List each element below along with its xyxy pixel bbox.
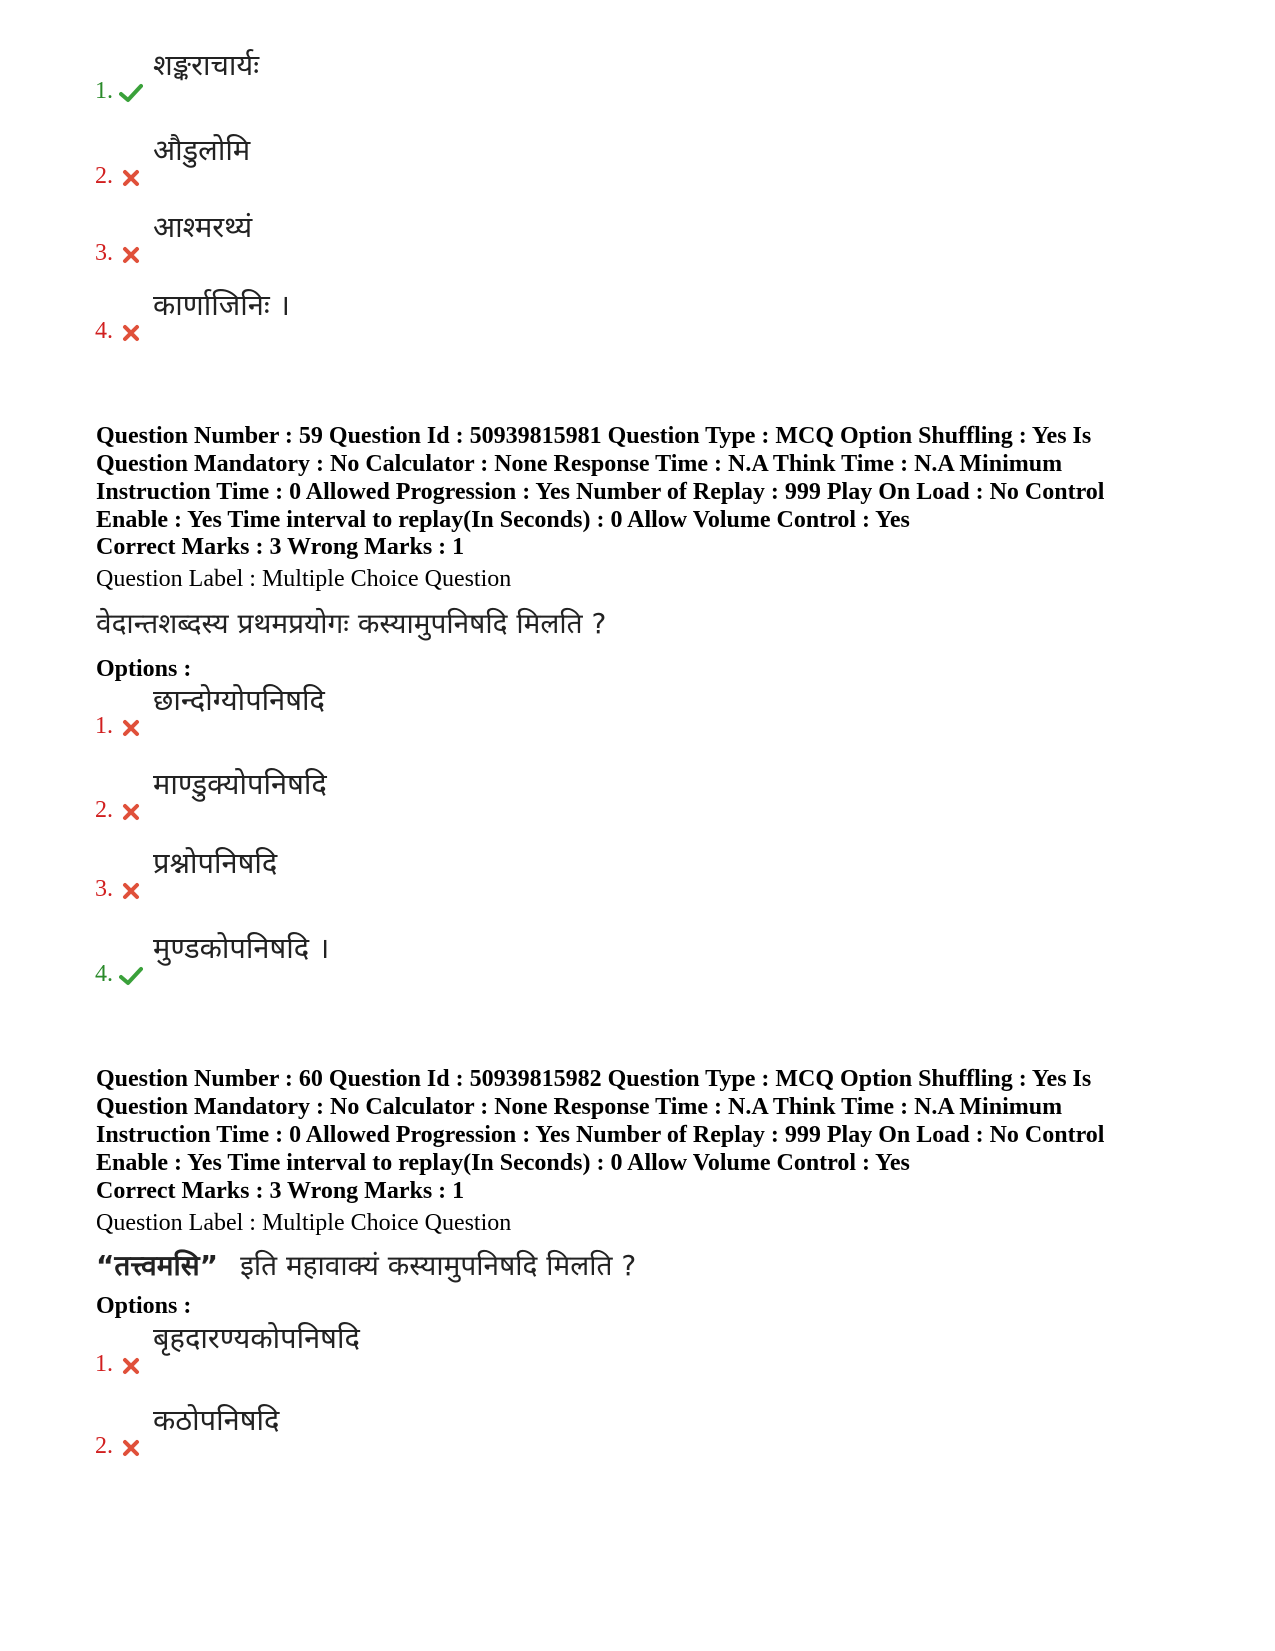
question-60-label: Question Label : Multiple Choice Question	[96, 1210, 512, 1236]
option-number: 2.	[95, 163, 113, 189]
q59-option-1	[95, 680, 795, 740]
option-text: माण्डुक्योपनिषदि	[153, 767, 327, 801]
prev-option-3	[95, 207, 795, 267]
prev-option-4	[95, 285, 795, 345]
question-59-options-title: Options :	[96, 656, 192, 682]
q59-option-3	[95, 843, 795, 903]
option-number: 1.	[95, 713, 113, 739]
q59-option-2	[95, 764, 795, 824]
question-59-meta: Question Number : 59 Question Id : 50939815981 Question Type : MCQ Option Shuffling : Yes Is Question Mandatory : No Calculator : None Response Time : N.A Think Time : N.A Minimum Instruction Time : 0 Allowed Progression : Yes Number of Replay : 999 Play On Load : No Control Enable : Yes Time interval to replay(In Seconds) : 0 Allow Volume Control : Yes	[96, 423, 1105, 533]
option-number: 1.	[95, 1351, 113, 1377]
q59-option-4	[95, 928, 795, 988]
prev-option-1	[95, 45, 795, 105]
option-number: 3.	[95, 240, 113, 266]
question-59-marks: Correct Marks : 3 Wrong Marks : 1	[96, 534, 465, 560]
option-text: आश्मरथ्यं	[153, 210, 253, 244]
option-text: कार्णाजिनिः ।	[153, 288, 290, 322]
option-number: 2.	[95, 1433, 113, 1459]
option-number: 4.	[95, 961, 113, 987]
option-text: बृहदारण्यकोपनिषदि	[153, 1321, 360, 1355]
q60-option-1	[95, 1318, 795, 1378]
cross-icon	[119, 245, 143, 265]
question-59-label: Question Label : Multiple Choice Question	[96, 566, 512, 592]
cross-icon	[119, 168, 143, 188]
question-60-marks: Correct Marks : 3 Wrong Marks : 1	[96, 1178, 465, 1204]
check-icon	[119, 966, 143, 986]
question-60-meta: Question Number : 60 Question Id : 50939815982 Question Type : MCQ Option Shuffling : Yes Is Question Mandatory : No Calculator : None Response Time : N.A Think Time : N.A Minimum Instruction Time : 0 Allowed Progression : Yes Number of Replay : 999 Play On Load : No Control Enable : Yes Time interval to replay(In Seconds) : 0 Allow Volume Control : Yes	[96, 1066, 1105, 1176]
option-number: 4.	[95, 318, 113, 344]
option-text: कठोपनिषदि	[153, 1403, 280, 1437]
option-text: प्रश्नोपनिषदि	[153, 846, 278, 880]
question-60-text	[96, 1246, 636, 1284]
cross-icon	[119, 1438, 143, 1458]
question-59-text: वेदान्तशब्दस्य प्रथमप्रयोगः कस्यामुपनिषदि मिलति ?	[96, 607, 607, 640]
check-icon	[119, 83, 143, 103]
q60-option-2	[95, 1400, 795, 1460]
option-number: 1.	[95, 78, 113, 104]
option-text: छान्दोग्योपनिषदि	[153, 683, 325, 717]
cross-icon	[119, 802, 143, 822]
option-number: 3.	[95, 876, 113, 902]
prev-option-2	[95, 130, 795, 190]
cross-icon	[119, 718, 143, 738]
question-60-quoted: “तत्त्वमसि”	[96, 1249, 219, 1282]
option-text: औडुलोमि	[153, 133, 251, 167]
option-text: शङ्कराचार्यः	[153, 48, 260, 82]
question-60-text-body: इति महावाक्यं कस्यामुपनिषदि मिलति ?	[240, 1249, 637, 1282]
option-text: मुण्डकोपनिषदि ।	[153, 931, 330, 965]
question-60-options-title: Options :	[96, 1293, 192, 1319]
cross-icon	[119, 1356, 143, 1376]
option-number: 2.	[95, 797, 113, 823]
cross-icon	[119, 323, 143, 343]
cross-icon	[119, 881, 143, 901]
